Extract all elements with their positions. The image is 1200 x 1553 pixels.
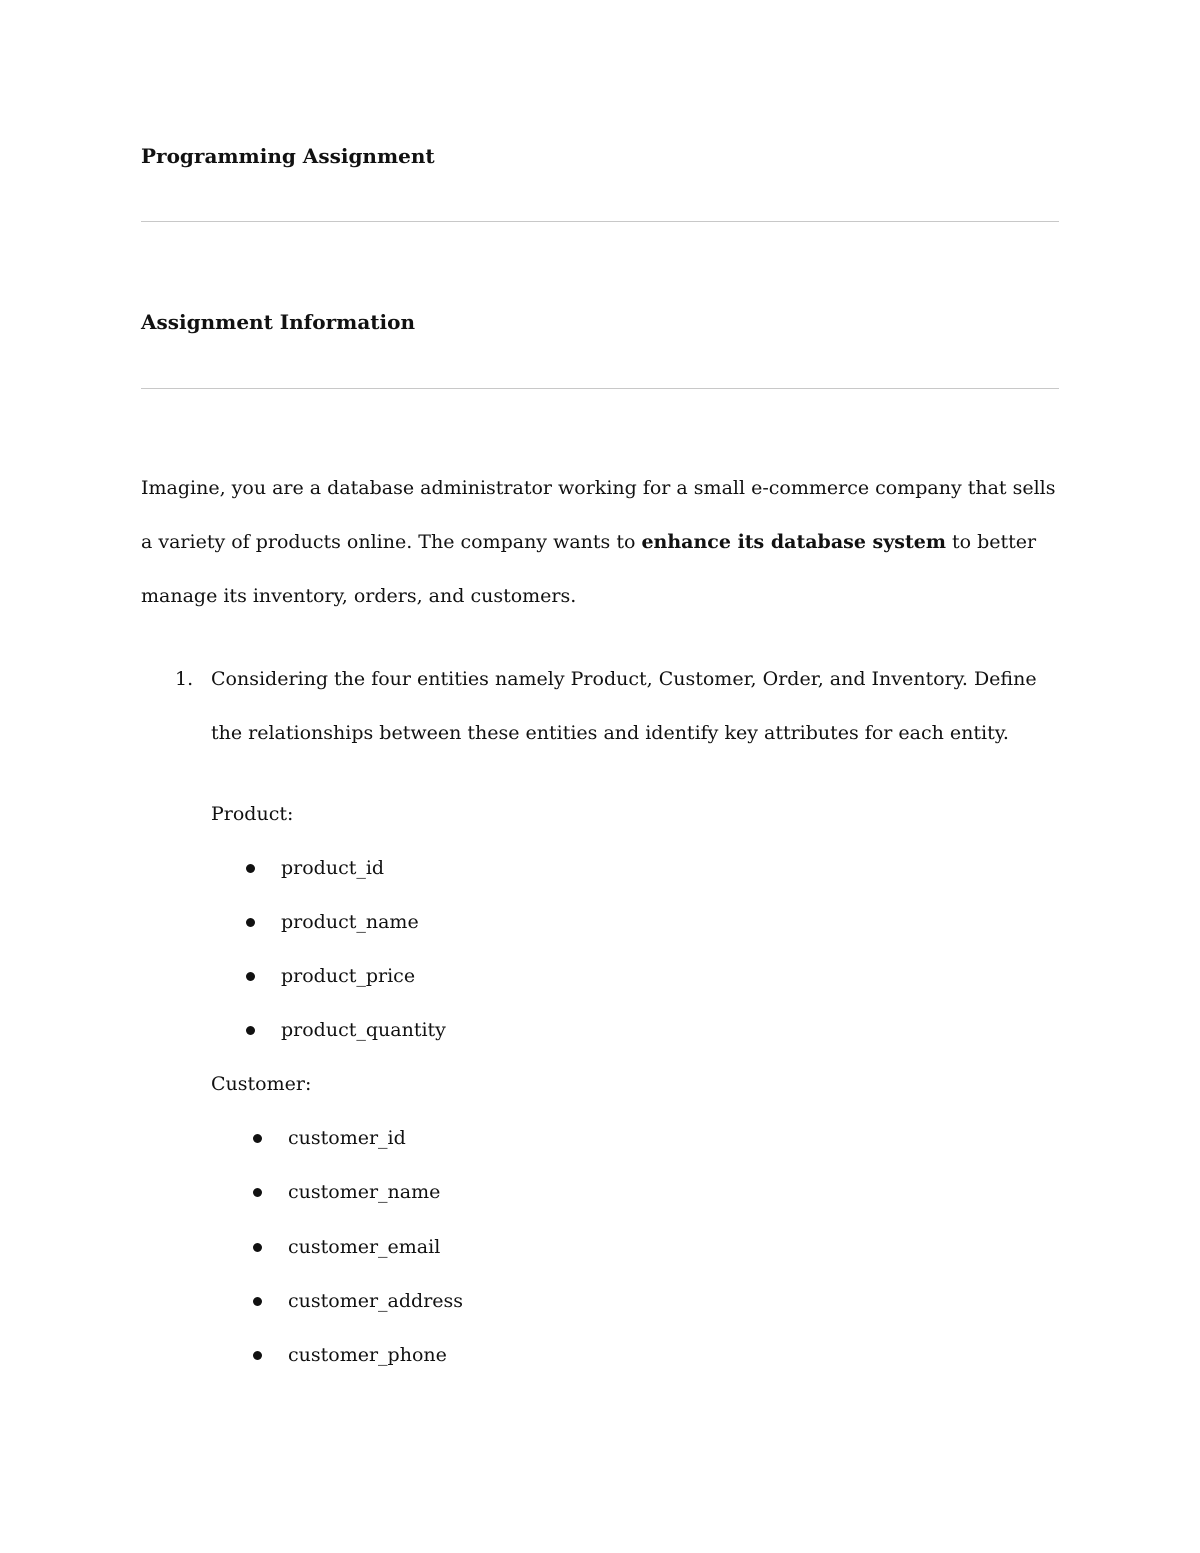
bullet-dot [246,1026,255,1035]
bullet-dot [253,1297,262,1306]
entity-label-customer: Customer: [211,1073,312,1095]
section-divider [141,388,1059,389]
attribute-text: customer_id [288,1127,406,1149]
attribute-text: customer_phone [288,1344,447,1366]
bullet-dot [253,1134,262,1143]
intro-text-end: to better manage its inventory, orders, and customers. [141,531,1037,607]
task-number: 1. [175,668,194,690]
intro-emphasis: enhance its database system [641,531,946,553]
bullet-dot [253,1351,262,1360]
attribute-text: customer_name [288,1181,441,1203]
intro-paragraph [141,461,1066,623]
bullet-dot [246,864,255,873]
task-text: Considering the four entities namely Product, Customer, Order, and Inventory. Define the relationships between these entities and identify key attributes for each entity. [211,668,1037,744]
intro-text-start: Imagine, you are a database administrator working for a small e-commerce company that sells a variety of products online. The company wants to [141,477,1056,553]
bullet-dot [246,918,255,927]
document-title: Programming Assignment [141,144,435,168]
attribute-text: product_price [281,965,416,987]
bullet-dot [253,1243,262,1252]
bullet-dot [246,972,255,981]
attribute-text: product_id [281,857,385,879]
bullet-dot [253,1188,262,1197]
attribute-text: product_quantity [281,1019,446,1041]
section-heading: Assignment Information [141,310,416,334]
entity-label-product: Product: [211,803,294,825]
attribute-text: customer_email [288,1236,441,1258]
attribute-text: customer_address [288,1290,464,1312]
title-divider [141,221,1059,222]
attribute-text: product_name [281,911,419,933]
